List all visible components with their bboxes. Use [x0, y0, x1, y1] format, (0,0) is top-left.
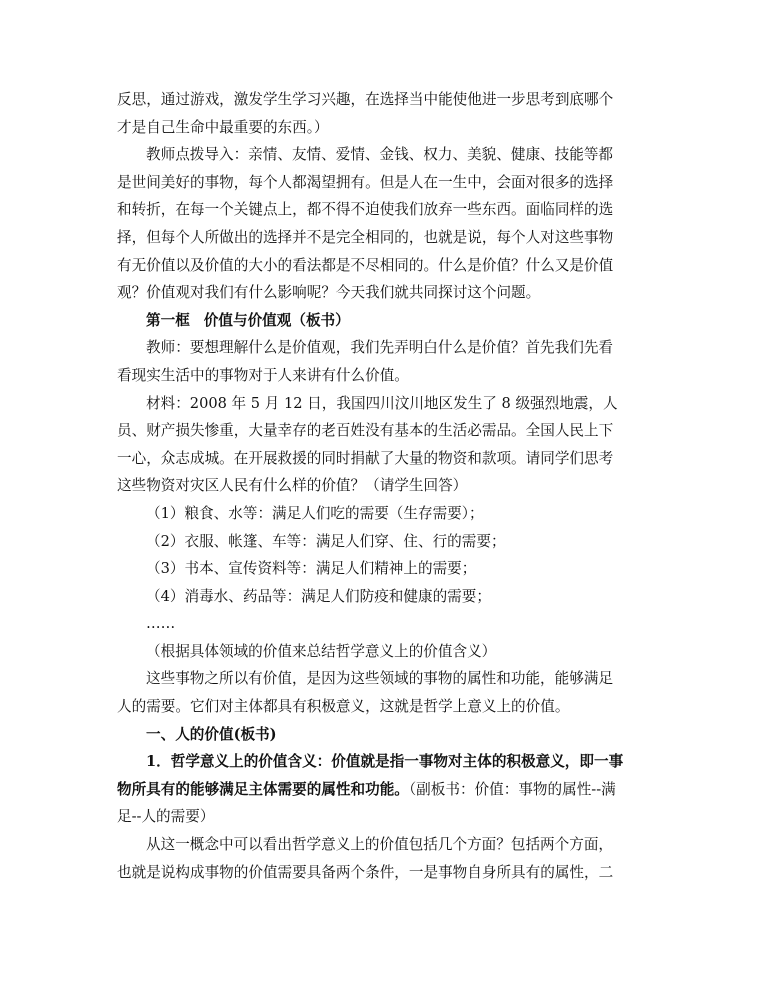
paragraph-line: 有无价值以及价值的大小的看法都是不尽相同的。什么是价值？什么又是价值: [117, 256, 614, 274]
paragraph-line: 人的需要。它们对主体都具有积极意义，这就是哲学上意义上的价值。: [117, 698, 570, 716]
paragraph-line: 这些事物之所以有价值，是因为这些领域的事物的属性和功能，能够满足: [146, 670, 614, 688]
paragraph-line: 观？价值观对我们有什么影响呢？今天我们就共同探讨这个问题。: [117, 284, 541, 302]
paragraph-line: 择，但每个人所做出的选择并不是完全相同的，也就是说，每个人对这些事物: [117, 228, 614, 246]
paragraph-line: 和转折，在每一个关键点上，都不得不迫使我们放弃一些东西。面临同样的选: [117, 201, 614, 219]
list-item: （3）书本、宣传资料等：满足人们精神上的需要；: [146, 560, 477, 578]
sub-board-note: （副板书：价值：事物的属性--满: [408, 780, 616, 798]
paragraph-line: 教师：要想理解什么是价值观，我们先弄明白什么是价值？首先我们先看: [146, 339, 614, 357]
ellipsis-line: ……: [146, 615, 176, 633]
paragraph-line: 从这一概念中可以看出哲学意义上的价值包括几个方面？包括两个方面，: [146, 836, 614, 854]
paragraph-line: 员、财产损失惨重，大量幸存的老百姓没有基本的生活必需品。全国人民上下: [117, 422, 614, 440]
paragraph-line: 一心，众志成城。在开展救援的同时捐献了大量的物资和款项。请同学们思考: [117, 449, 614, 467]
list-item: （2）衣服、帐篷、车等：满足人们穿、住、行的需要；: [146, 532, 506, 550]
section-heading: [117, 307, 662, 335]
section-title: 价值与价值观（板书）: [203, 311, 350, 329]
paragraph-line: 反思，通过游戏，激发学生学习兴趣，在选择当中能使他进一步思考到底哪个: [117, 91, 614, 108]
paragraph-line: 这些物资对灾区人民有什么样的价值？（请学生回答）: [117, 477, 468, 495]
list-item: （1）粮食、水等：满足人们吃的需要（生存需要）；: [146, 504, 484, 522]
definition-line: [117, 776, 662, 804]
paragraph-line: 材料：2008 年 5 月 12 日，我国四川汶川地区发生了 8 级强烈地震，人: [146, 394, 618, 412]
definition-line: 1．哲学意义上的价值含义：价值就是指一事物对主体的积极意义，即一事: [146, 753, 624, 771]
paragraph-line: 是世间美好的事物，每个人都渴望拥有。但是人在一生中，会面对很多的选择: [117, 173, 614, 191]
list-item: （4）消毒水、药品等：满足人们防疫和健康的需要；: [146, 587, 491, 605]
paragraph-line: 教师点拨导入：亲情、友情、爱情、金钱、权力、美貌、健康、技能等都: [146, 146, 614, 164]
paragraph-line: 才是自己生命中最重要的东西。）: [117, 118, 329, 136]
paragraph-line: 看现实生活中的事物对于人来讲有什么价值。: [117, 366, 409, 384]
section-label: 第一框: [146, 311, 190, 329]
section-heading: 一、人的价值(板书): [146, 725, 277, 743]
document-body: [117, 86, 662, 886]
definition-text: 物所具有的能够满足主体需要的属性和功能。: [117, 780, 409, 798]
paragraph-line: （根据具体领域的价值来总结哲学意义上的价值含义）: [146, 642, 497, 660]
paragraph-line: 足--人的需要）: [117, 808, 215, 826]
paragraph-line: 也就是说构成事物的价值需要具备两个条件，一是事物自身所具有的属性，二: [117, 863, 614, 881]
